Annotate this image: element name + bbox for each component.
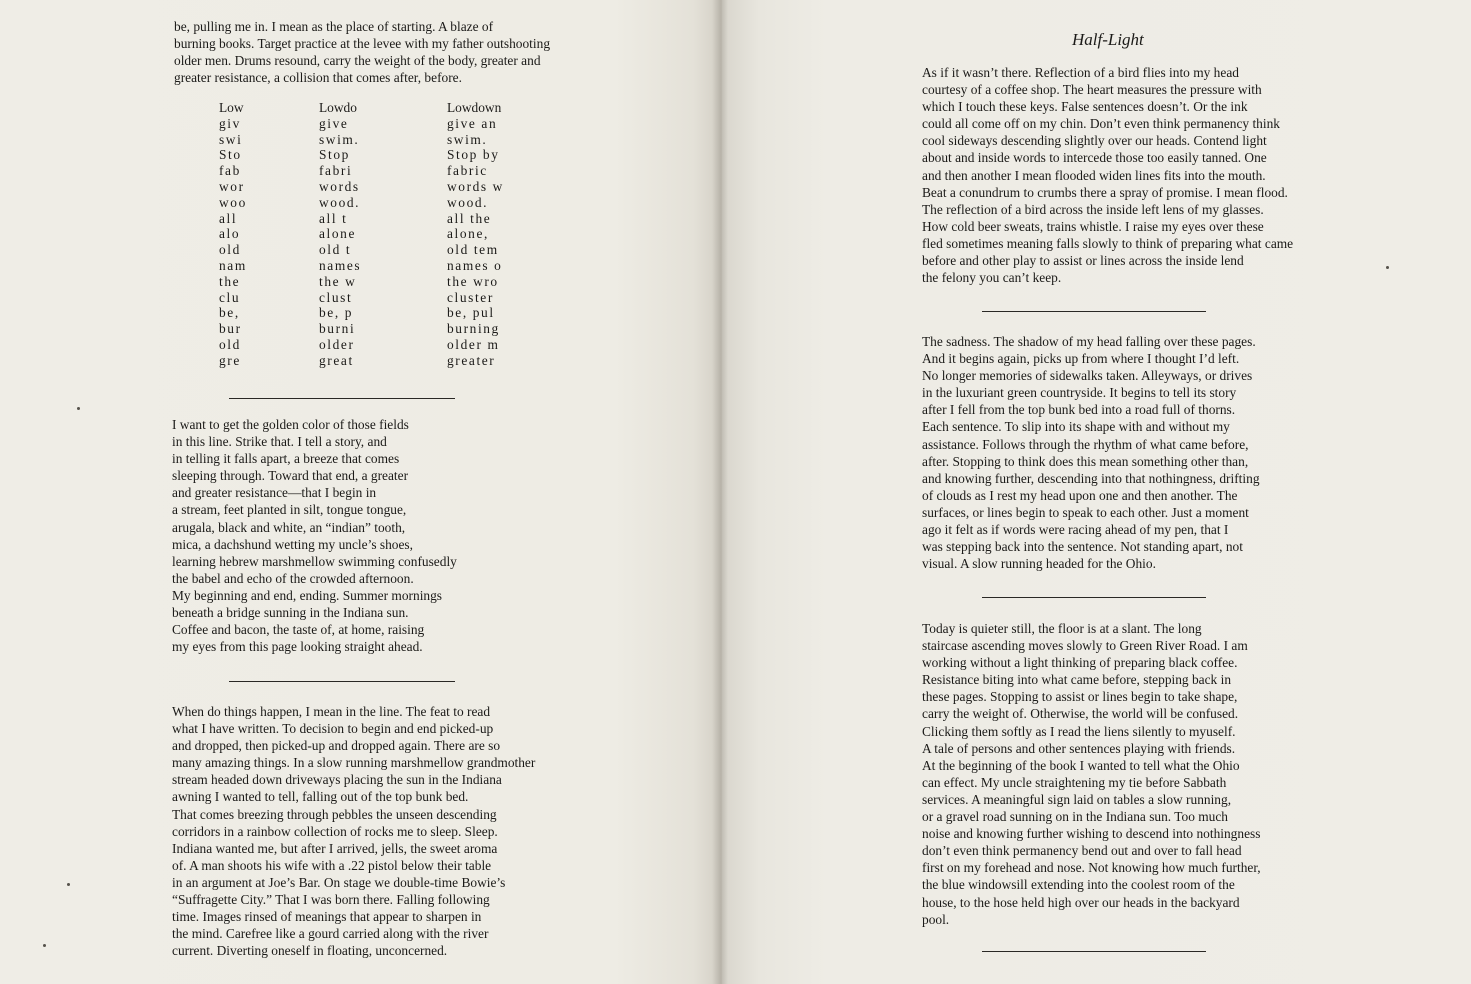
text-line: a stream, feet planted in silt, tongue tongue, xyxy=(172,502,407,518)
text-line: cool sideways descending slightly over our heads. Contend light xyxy=(922,133,1267,149)
left-opening-paragraph xyxy=(174,18,550,86)
section-divider xyxy=(229,398,455,399)
text-line: clu xyxy=(219,289,241,305)
section-divider xyxy=(982,597,1206,598)
text-line: wood. xyxy=(447,194,489,210)
text-line: corridors in a rainbow collection of rocks me to sleep. Sleep. xyxy=(172,823,498,839)
text-line: Stop xyxy=(319,147,350,163)
text-line: The sadness. The shadow of my head falling over these pages. xyxy=(922,334,1256,349)
text-line: burning books. Target practice at the levee with my father outshooting xyxy=(174,36,551,52)
text-line: the w xyxy=(319,273,357,289)
text-line: in an argument at Joe’s Bar. On stage we double-time Bowie’s xyxy=(172,874,506,890)
text-line: Coffee and bacon, the taste of, at home, raising xyxy=(172,622,425,638)
text-line: As if it wasn’t there. Reflection of a bird flies into my head xyxy=(922,65,1239,80)
text-line: and dropped, then picked-up and dropped again. There are so xyxy=(172,738,501,754)
text-line: what I have written. To decision to begin and end picked-up xyxy=(172,721,494,737)
text-line: in this line. Strike that. I tell a story, and xyxy=(172,434,387,450)
text-line: and then another I mean flooded widen lines fits into the mouth. xyxy=(922,167,1266,183)
paper-speck xyxy=(1386,266,1389,269)
text-line: in telling it falls apart, a breeze that comes xyxy=(172,451,400,467)
text-line: all xyxy=(219,210,238,226)
text-line: and greater resistance—that I begin in xyxy=(172,485,377,501)
text-line: could all come off on my chin. Don’t even think permanency think xyxy=(922,116,1280,132)
text-line: greater resistance, a collision that comes after, before. xyxy=(174,70,462,86)
text-line: give xyxy=(319,115,349,131)
text-line: I want to get the golden color of those fields xyxy=(172,417,409,432)
text-line: old tem xyxy=(447,242,499,258)
text-line: And it begins again, picks up from where I thought I’d left. xyxy=(922,351,1240,367)
text-line: staircase ascending moves slowly to Green River Road. I am xyxy=(922,638,1248,654)
left-page xyxy=(0,0,722,984)
text-line: swim. xyxy=(447,131,488,147)
section-divider xyxy=(229,681,455,682)
section-divider xyxy=(982,311,1206,312)
text-line: fab xyxy=(219,163,241,179)
right-section-1 xyxy=(922,64,1293,286)
text-line: all the xyxy=(447,210,492,226)
text-line: can effect. My uncle straightening my tie before Sabbath xyxy=(922,774,1227,790)
text-line: give an xyxy=(447,115,498,131)
text-line: about and inside words to intercede those too easily tanned. One xyxy=(922,150,1267,166)
text-line: courtesy of a coffee shop. The heart measures the pressure with xyxy=(922,82,1262,98)
text-line: be, p xyxy=(319,305,354,321)
text-line: fabri xyxy=(319,163,353,179)
text-line: older men. Drums resound, carry the weight of the body, greater and xyxy=(174,53,541,69)
text-line: great xyxy=(319,352,354,368)
poem-column-1 xyxy=(219,100,247,369)
text-line: the wro xyxy=(447,273,499,289)
text-line: stream headed down driveways placing the sun in the Indiana xyxy=(172,772,502,788)
text-line: noise and knowing further wishing to descend into nothingness xyxy=(922,826,1261,842)
text-line: No longer memories of sidewalks taken. Alleyways, or drives xyxy=(922,368,1253,384)
text-line: The reflection of a bird across the inside left lens of my glasses. xyxy=(922,201,1264,217)
text-line: old t xyxy=(319,242,352,258)
text-line: services. A meaningful sign laid on tables a slow running, xyxy=(922,791,1232,807)
text-line: That comes breezing through pebbles the unseen descending xyxy=(172,806,497,822)
text-line: Stop by xyxy=(447,147,500,163)
right-section-2 xyxy=(922,333,1260,572)
text-line: wood. xyxy=(319,194,361,210)
text-line: the blue windowsill extending into the coolest room of the xyxy=(922,877,1235,893)
text-line: A tale of persons and other sentences playing with friends. xyxy=(922,740,1236,756)
text-line: of. A man shoots his wife with a .22 pistol below their table xyxy=(172,857,492,873)
text-line: old xyxy=(219,242,241,258)
text-line: greater xyxy=(447,352,496,368)
text-line: fled sometimes meaning falls slowly to think of preparing what came xyxy=(922,235,1294,251)
text-line: old xyxy=(219,336,241,352)
text-line: don’t even think permanency bend out and over to fall head xyxy=(922,843,1242,859)
text-line: names xyxy=(319,257,362,273)
text-line: When do things happen, I mean in the line. The feat to read xyxy=(172,704,491,719)
text-line: bur xyxy=(219,321,242,337)
text-line: mica, a dachshund wetting my uncle’s shoes, xyxy=(172,536,413,552)
text-line: cluster xyxy=(447,289,494,305)
text-line: burning xyxy=(447,321,500,337)
text-line: visual. A slow running headed for the Ohio. xyxy=(922,556,1156,572)
paper-speck xyxy=(43,944,46,947)
text-line: wor xyxy=(219,178,245,194)
text-line: “Suffragette City.” That I was born there. Falling following xyxy=(172,892,490,908)
text-line: Clicking them softly as I read the liens silently to myuself. xyxy=(922,723,1236,739)
section-divider xyxy=(982,951,1206,952)
text-line: fabric xyxy=(447,163,488,179)
text-line: carry the weight of. Otherwise, the world will be confused. xyxy=(922,706,1239,722)
text-line: first on my forehead and nose. Not knowing how much further, xyxy=(922,860,1261,876)
text-line: Beat a conundrum to crumbs there a spray of promise. I mean flood. xyxy=(922,184,1288,200)
text-line: beneath a bridge sunning in the Indiana sun. xyxy=(172,605,409,621)
text-line: sleeping through. Toward that end, a greater xyxy=(172,468,409,484)
text-line: which I touch these keys. False sentences doesn’t. Or the ink xyxy=(922,99,1248,115)
text-line: and knowing further, descending into that nothingness, drifting xyxy=(922,470,1260,486)
text-line: pool. xyxy=(922,911,950,927)
text-line: the felony you can’t keep. xyxy=(922,270,1062,286)
text-line: the xyxy=(219,273,241,289)
text-line: My beginning and end, ending. Summer mornings xyxy=(172,587,443,603)
text-line: gre xyxy=(219,352,241,368)
text-line: current. Diverting oneself in floating, unconcerned. xyxy=(172,943,448,959)
text-line: be, pul xyxy=(447,305,495,321)
text-line: before and other play to assist or lines across the inside lend xyxy=(922,253,1244,269)
text-line: older xyxy=(319,336,355,352)
text-line: learning hebrew marshmellow swimming confusedly xyxy=(172,553,457,569)
text-line: be, xyxy=(219,305,240,321)
text-line: burni xyxy=(319,321,356,337)
text-line: Sto xyxy=(219,147,242,163)
text-line: time. Images rinsed of meanings that appear to sharpen in xyxy=(172,909,482,925)
left-bottom-paragraph xyxy=(172,703,535,959)
text-line: was stepping back into the sentence. Not standing apart, not xyxy=(922,539,1243,555)
poem-title: Half-Light xyxy=(1072,30,1144,49)
poem-column-3 xyxy=(447,100,504,369)
text-line: be, pulling me in. I mean as the place of starting. A blaze of xyxy=(174,19,494,34)
text-line: Low xyxy=(219,100,244,115)
text-line: Today is quieter still, the floor is at a slant. The long xyxy=(922,621,1202,636)
text-line: ago it felt as if words were racing ahead of my pen, that I xyxy=(922,522,1229,538)
text-line: Indiana wanted me, but after I arrived, jells, the sweet aroma xyxy=(172,840,498,856)
text-line: Lowdown xyxy=(447,100,502,115)
text-line: names o xyxy=(447,257,503,273)
text-line: woo xyxy=(219,194,247,210)
text-line: working without a light thinking of preparing black coffee. xyxy=(922,655,1238,671)
text-line: nam xyxy=(219,257,247,273)
text-line: words xyxy=(319,178,360,194)
left-middle-stanza xyxy=(172,416,457,655)
text-line: assistance. Follows through the rhythm of what came before, xyxy=(922,436,1249,452)
text-line: the mind. Carefree like a gourd carried along with the river xyxy=(172,926,489,942)
text-line: arugala, black and white, an “indian” tooth, xyxy=(172,519,406,535)
text-line: my eyes from this page looking straight ahead. xyxy=(172,639,423,655)
book-gutter xyxy=(712,0,728,984)
paper-speck xyxy=(67,883,70,886)
text-line: in the luxuriant green countryside. It begins to tell its story xyxy=(922,385,1237,401)
text-line: after. Stopping to think does this mean something other than, xyxy=(922,453,1249,469)
text-line: the babel and echo of the crowded afternoon. xyxy=(172,570,414,586)
text-line: Lowdo xyxy=(319,100,357,115)
right-section-3 xyxy=(922,620,1261,928)
poem-column-2 xyxy=(319,100,361,369)
text-line: clust xyxy=(319,289,353,305)
text-line: awning I wanted to tell, falling out of the top bunk bed. xyxy=(172,789,469,805)
text-line: house, to the hose held high over our heads in the backyard xyxy=(922,894,1240,910)
text-line: of clouds as I rest my head upon one and then another. The xyxy=(922,487,1238,503)
text-line: Each sentence. To slip into its shape with and without my xyxy=(922,419,1230,435)
text-line: alone xyxy=(319,226,356,242)
text-line: Resistance biting into what came before, stepping back in xyxy=(922,672,1232,688)
text-line: older m xyxy=(447,336,500,352)
text-line: alo xyxy=(219,226,241,242)
text-line: alone, xyxy=(447,226,489,242)
text-line: many amazing things. In a slow running marshmellow grandmother xyxy=(172,755,536,771)
text-line: surfaces, or lines begin to speak to each other. Just a moment xyxy=(922,504,1249,520)
text-line: words w xyxy=(447,178,504,194)
text-line: all t xyxy=(319,210,348,226)
text-line: At the beginning of the book I wanted to tell what the Ohio xyxy=(922,757,1240,773)
text-line: swi xyxy=(219,131,243,147)
paper-speck xyxy=(77,407,80,410)
text-line: after I fell from the top bunk bed into a road full of thorns. xyxy=(922,402,1236,418)
text-line: How cold beer sweats, trains whistle. I raise my eyes over these xyxy=(922,218,1264,234)
text-line: giv xyxy=(219,115,241,131)
text-line: these pages. Stopping to assist or lines begin to take shape, xyxy=(922,689,1238,705)
text-line: or a gravel road sunning on in the Indiana sun. Too much xyxy=(922,809,1228,825)
text-line: swim. xyxy=(319,131,360,147)
